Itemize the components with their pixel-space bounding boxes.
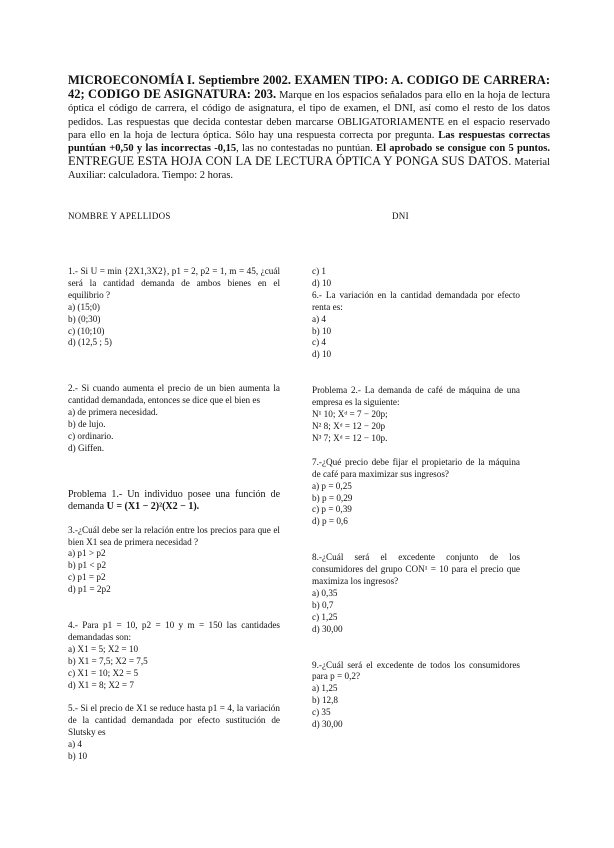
q4-option-c: c) X1 = 10; X2 = 5: [68, 667, 139, 678]
q6-option-c: c) 4: [312, 337, 327, 348]
q3-option-c: c) p1 = p2: [68, 572, 106, 583]
exam-title: MICROECONOMÍA I. Septiembre 2002. EXAMEN TIPO: A. CODIGO DE CARRERA: 42; CODIGO DE ASIGNATURA: 203.: [68, 73, 550, 102]
q2-option-c: c) ordinario.: [68, 430, 114, 441]
q7-option-c: c) p = 0,39: [312, 504, 352, 515]
q8-option-c: c) 1,25: [312, 611, 338, 622]
question-7: 7.-¿Qué precio debe fijar el propietario de la máquina de café para maximizar sus ingresos?: [312, 456, 520, 479]
exam-header: MICROECONOMÍA I. Septiembre 2002. EXAMEN TIPO: A. CODIGO DE CARRERA: 42; CODIGO DE ASIGNATURA: 203. Marque en los espacios señalados para ello en la hoja de lectura óptica el código de carrera, el código de asignatura, el tipo de examen, el DNI, así como el resto de los datos pedidos. Las respuestas que decida contestar deben marcarse OBLIGATORIAMENTE en el espacio reservado para ello en la hoja de lectura óptica. Sólo hay una respuesta correcta por pregunta. Las respuestas correctas puntúan +0,50 y las incorrectas -0,15, las no contestadas no puntúan. El aprobado se consigue con 5 puntos. ENTREGUE ESTA HOJA CON LA DE LECTURA ÓPTICA Y PONGA SUS DATOS. Material Auxiliar: calculadora. Tiempo: 2 horas.: [68, 73, 551, 182]
q3-option-d: d) p1 = 2p2: [68, 584, 111, 595]
question-6: 6.- La variación en la cantidad demandada por efecto renta es:: [312, 289, 520, 312]
question-4: 4.- Para p1 = 10, p2 = 10 y m = 150 las cantidades demandadas son:: [68, 620, 280, 642]
q2-option-b: b) de lujo.: [68, 419, 106, 430]
q3-option-a: a) p1 > p2: [68, 548, 106, 559]
q9-option-b: b) 12,8: [312, 695, 339, 706]
q8-option-b: b) 0,7: [312, 599, 334, 610]
problem-1: Problema 1.- Un individuo posee una función de demanda U = (X1 − 2)²(X2 − 1).: [68, 488, 281, 512]
q9-option-d: d) 30,00: [312, 719, 343, 730]
q5-option-c: c) 1: [312, 266, 327, 276]
q5-option-d: d) 10: [312, 277, 332, 288]
q7-option-a: a) p = 0,25: [312, 480, 352, 491]
q9-option-c: c) 35: [312, 707, 331, 718]
q5-option-a: a) 4: [68, 739, 83, 750]
submit-instruction: ENTREGUE ESTA HOJA CON LA DE LECTURA ÓPTICA Y PONGA SUS DATOS.: [68, 154, 512, 169]
q1-option-b: b) (0;30): [68, 313, 101, 324]
right-column: [312, 266, 520, 731]
scoring-text: Las respuestas correctas puntúan +0,50 y las incorrectas -0,15: [68, 129, 550, 155]
q3-option-b: b) p1 < p2: [68, 560, 107, 571]
q8-option-a: a) 0,35: [312, 587, 338, 598]
question-3: 3.-¿Cuál debe ser la relación entre los precios para que el bien X1 sea de primera necesidad ?: [68, 524, 280, 547]
q8-option-d: d) 30,00: [312, 623, 343, 634]
q4-option-b: b) X1 = 7,5; X2 = 7,5: [68, 655, 148, 666]
q5-option-b: b) 10: [68, 751, 88, 762]
question-9: 9.-¿Cuál será el excedente de todos los consumidores para p = 0,2?: [312, 659, 520, 682]
dni-field-label: DNI: [392, 211, 409, 221]
q6-option-b: b) 10: [312, 325, 332, 336]
q1-option-c: c) (10;10): [68, 325, 105, 336]
q7-option-b: b) p = 0,29: [312, 492, 353, 503]
problem-2: Problema 2.- La demanda de café de máquina de una empresa es la siguiente:: [312, 385, 521, 408]
pass-text: El aprobado se consigue con 5 puntos.: [376, 143, 551, 155]
name-field-label: NOMBRE Y APELLIDOS: [68, 211, 171, 221]
q6-option-d: d) 10: [312, 349, 332, 360]
q1-option-d: d) (12,5 ; 5): [68, 337, 112, 348]
problem-2-group-2: N² 8; Xᵈ = 12 − 20p: [312, 420, 386, 431]
question-8: 8.-¿Cuál será el excedente conjunto de los consumidores del grupo CON¹ = 10 para el precio que maximiza los ingresos?: [312, 552, 520, 587]
question-2: 2.- Si cuando aumenta el precio de un bien aumenta la cantidad demandada, entonces se dice que el bien es: [68, 383, 280, 406]
q7-option-d: d) p = 0,6: [312, 516, 348, 527]
question-1: 1.- Si U = min {2X1,3X2}, p1 = 2, p2 = 1, m = 45, ¿cuál será la cantidad demanda de ambos bienes en el equilibrio ?: [68, 266, 280, 300]
question-5: 5.- Si el precio de X1 se reduce hasta p1 = 4, la variación de la cantidad demandada por efecto sustitución de Slutsky es: [68, 703, 280, 738]
q6-option-a: a) 4: [312, 313, 327, 324]
problem-2-group-3: N³ 7; Xᵈ = 12 − 10p.: [312, 432, 388, 443]
q1-option-a: a) (15;0): [68, 301, 100, 312]
problem-2-group-1: N¹ 10; Xᵈ = 7 − 20p;: [312, 409, 388, 420]
materials-text: Material Auxiliar: calculadora. Tiempo: 2 horas.: [68, 157, 550, 182]
q2-option-d: d) Giffen.: [68, 442, 105, 453]
q4-option-a: a) X1 = 5; X2 = 10: [68, 643, 139, 654]
q4-option-d: d) X1 = 8; X2 = 7: [68, 679, 134, 690]
q2-option-a: a) de primera necesidad.: [68, 407, 158, 418]
left-column: [68, 266, 280, 763]
instructions-text: Marque en los espacios señalados para ello en la hoja de lectura óptica el código de carrera, el código de asignatura, el tipo de examen, el DNI, así como el resto de los datos pedidos. Las respuestas que decida contestar deben marcarse OBLIGATORIAMENTE en el espacio reservado para ello en la hoja de lectura óptica. Sólo hay una respuesta correcta por pregunta.: [68, 90, 551, 141]
q9-option-a: a) 1,25: [312, 683, 338, 694]
